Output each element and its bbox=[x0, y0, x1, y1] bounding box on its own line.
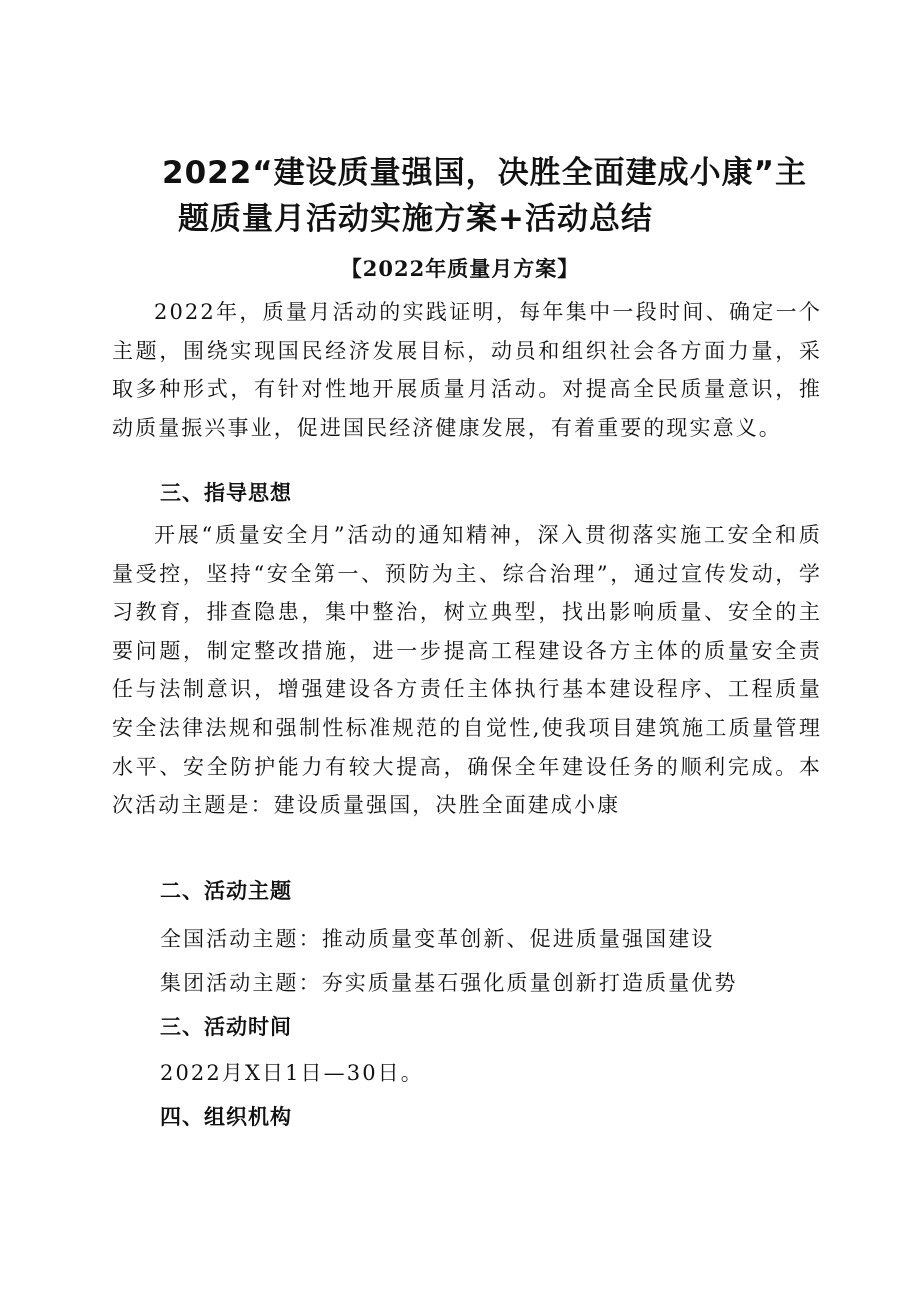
document-title bbox=[150, 150, 840, 242]
national-activity-theme: 全国活动主题：推动质量变革创新、促进质量强国建设 bbox=[160, 927, 715, 951]
guiding-thought-paragraph: 开展“质量安全月”活动的通知精神，深入贯彻落实施工安全和质量受控，坚持“安全第一、预防为主、综合治理”，通过宣传发动，学习教育，排查隐患，集中整治，树立典型，找出影响质量、安全的主要问题，制定整改措施，进一步提高工程建设各方主体的质量安全责任与法制意识，增强建设各方责任主体执行基本建设程序、工程质量安全法律法规和强制性标准规范的自觉性,使我项目建筑施工质量管理水平、安全防护能力有较大提高，确保全年建设任务的顺利完成。本次活动主题是：建设质量强国，决胜全面建成小康 bbox=[112, 523, 822, 818]
intro-paragraph: 2022年，质量月活动的实践证明，每年集中一段时间、确定一个主题，围绕实现国民经济发展目标，动员和组织社会各方面力量，采取多种形式，有针对性地开展质量月活动。对提高全民质量意识，推动质量振兴事业，促进国民经济健康发展，有着重要的现实意义。 bbox=[112, 300, 822, 440]
title-line-2: 题质量月活动实施方案+活动总结 bbox=[178, 201, 653, 237]
activity-time-value: 2022月X日1日—30日。 bbox=[160, 1061, 424, 1085]
section-heading-activity-theme: 二、活动主题 bbox=[160, 879, 292, 903]
section-heading-activity-time: 三、活动时间 bbox=[160, 1015, 292, 1039]
section-heading-guiding-thought: 三、指导思想 bbox=[160, 481, 292, 505]
document-subtitle: 【2022年质量月方案】 bbox=[340, 256, 580, 281]
group-activity-theme: 集团活动主题：夯实质量基石强化质量创新打造质量优势 bbox=[160, 971, 738, 995]
title-line-1: 2022“建设质量强国，决胜全面建成小康”主 bbox=[162, 155, 808, 191]
section-heading-organization: 四、组织机构 bbox=[160, 1105, 292, 1129]
